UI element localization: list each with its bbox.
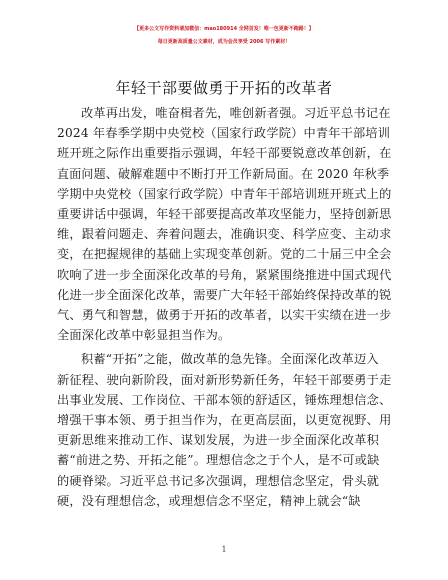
document-body [57, 103, 391, 511]
text-line: 维，跟着问题走、奔着问题去，准确识变、科学应变、主动求 [57, 227, 392, 242]
text-line: 更新思维来推动工作、谋划发展，为进一步全面深化改革积 [57, 433, 380, 448]
text-line: 增强干事本领、勇于担当作为，在更高层面，以更宽视野、用 [57, 413, 392, 428]
text-line: 直面问题、破解难题中不断打开工作新局面。在 2020 年秋季 [57, 166, 390, 181]
text-line: 班开班之际作出重要指示强调，年轻干部要锐意改革创新，在 [57, 146, 392, 161]
text-line: 的硬脊梁。习近平总书记多次强调，理想信念坚定，骨头就 [57, 473, 380, 488]
text-line: 变，在把握规律的基础上实现变革创新。党的二十届三中全会 [57, 247, 392, 262]
text-line: 重要讲话中强调，年轻干部要提高改革攻坚能力，坚持创新思 [57, 207, 392, 222]
text-line: 积蓄“开拓”之能，做改革的急先锋。全面深化改革迈入 [81, 352, 379, 367]
page-number: 1 [221, 545, 227, 554]
paragraph-2 [57, 349, 391, 511]
text-line: 全面深化改革中彰显担当作为。 [57, 328, 231, 343]
text-line: 新征程、驶向新阶段，面对新形势新任务，年轻干部要勇于走 [57, 372, 392, 387]
text-line: 出事业发展、工作岗位、干部本领的舒适区，锤炼理想信念、 [57, 392, 392, 407]
paragraph-1 [57, 103, 391, 345]
text-line: 改革再出发，唯奋楫者先，唯创新者强。习近平总书记在 [81, 106, 391, 120]
promo-banner-line-1: 【更多公文写作资料请加微信：mao180914 全网首发！唯一包更新不跑路！】 [134, 26, 314, 32]
text-line: 硬，没有理想信念，或理想信念不坚定，精神上就会“缺 [57, 493, 361, 508]
text-line: 吹响了进一步全面深化改革的号角，紧紧围绕推进中国式现代 [57, 267, 392, 282]
text-line: 蓄“前进之势、开拓之能”。理想信念之于个人，是不可或缺 [57, 453, 380, 468]
promo-banner-line-2: 每日更新高质量公文素材，成为会员享受 2006 写作素材！ [157, 39, 291, 45]
text-line: 学期中央党校（国家行政学院）中青年干部培训班开班式上的 [57, 186, 392, 201]
text-line: 化进一步全面深化改革，需要广大年轻干部始终保持改革的锐 [57, 287, 392, 302]
text-line: 气、勇气和智慧，做勇于开拓的改革者，以实干实绩在进一步 [57, 308, 392, 323]
document-title: 年轻干部要做勇于开拓的改革者 [115, 79, 333, 97]
text-line: 2024 年春季学期中央党校（国家行政学院）中青年干部培训 [57, 126, 391, 141]
